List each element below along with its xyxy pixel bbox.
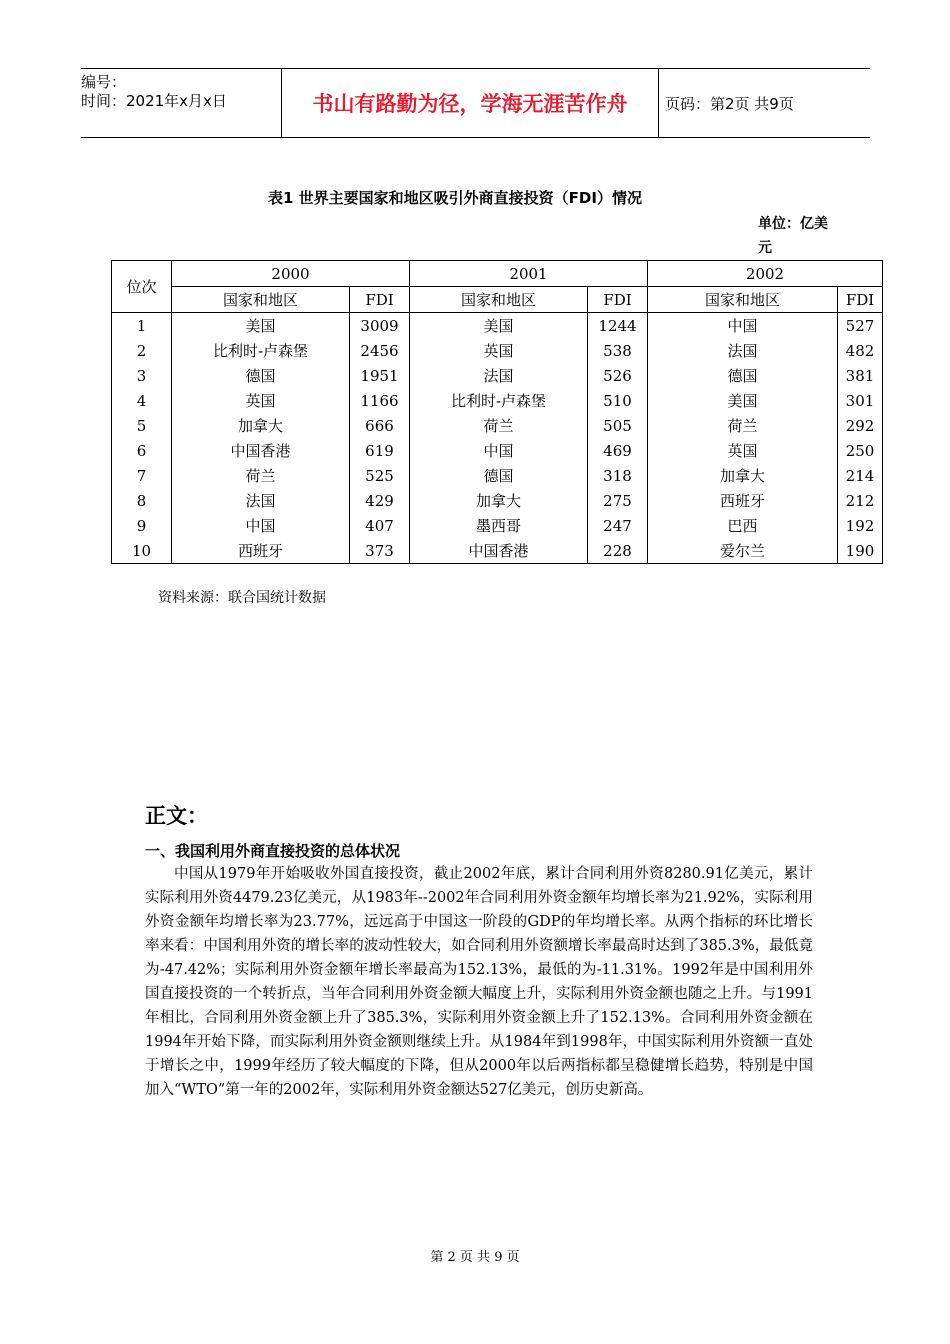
- region-cell: 墨西哥: [410, 513, 588, 538]
- fdi-header: FDI: [838, 287, 883, 313]
- region-cell: 德国: [648, 363, 838, 388]
- table-title: 表1 世界主要国家和地区吸引外商直接投资（FDI）情况: [268, 189, 642, 207]
- fdi-cell: 212: [838, 488, 883, 513]
- rank-cell: 8: [112, 488, 172, 513]
- header-page-label: 页码：第2页 共9页: [665, 94, 794, 113]
- page-header: [81, 68, 870, 138]
- table-source: 资料来源：联合国统计数据: [158, 590, 326, 606]
- region-cell: 中国: [410, 438, 588, 463]
- rank-cell: 3: [112, 363, 172, 388]
- fdi-cell: 373: [350, 538, 410, 564]
- fdi-cell: 619: [350, 438, 410, 463]
- fdi-cell: 666: [350, 413, 410, 438]
- region-cell: 西班牙: [172, 538, 350, 564]
- rank-cell: 7: [112, 463, 172, 488]
- fdi-cell: 1166: [350, 388, 410, 413]
- region-cell: 英国: [172, 388, 350, 413]
- table-row: [112, 513, 883, 538]
- fdi-cell: 275: [588, 488, 648, 513]
- fdi-cell: 505: [588, 413, 648, 438]
- fdi-cell: 192: [838, 513, 883, 538]
- region-cell: 比利时-卢森堡: [410, 388, 588, 413]
- table-unit: 单位：亿美元: [758, 216, 828, 256]
- region-cell: 荷兰: [648, 413, 838, 438]
- fdi-cell: 381: [838, 363, 883, 388]
- region-cell: 加拿大: [648, 463, 838, 488]
- rank-cell: 4: [112, 388, 172, 413]
- region-cell: 法国: [648, 338, 838, 363]
- fdi-cell: 3009: [350, 313, 410, 339]
- region-cell: 美国: [172, 313, 350, 339]
- fdi-cell: 301: [838, 388, 883, 413]
- region-cell: 德国: [172, 363, 350, 388]
- region-cell: 西班牙: [648, 488, 838, 513]
- region-header: 国家和地区: [172, 287, 350, 313]
- rank-cell: 2: [112, 338, 172, 363]
- fdi-cell: 250: [838, 438, 883, 463]
- fdi-cell: 526: [588, 363, 648, 388]
- rank-cell: 9: [112, 513, 172, 538]
- rank-cell: 10: [112, 538, 172, 564]
- section-title: 一、我国利用外商直接投资的总体状况: [145, 842, 401, 860]
- fdi-cell: 247: [588, 513, 648, 538]
- fdi-table: [111, 260, 883, 564]
- region-cell: 中国香港: [172, 438, 350, 463]
- table-row: [112, 413, 883, 438]
- fdi-cell: 429: [350, 488, 410, 513]
- region-cell: 法国: [172, 488, 350, 513]
- region-cell: 爱尔兰: [648, 538, 838, 564]
- region-cell: 英国: [648, 438, 838, 463]
- table-row: [112, 338, 883, 363]
- rank-cell: 5: [112, 413, 172, 438]
- header-meta: [81, 69, 281, 137]
- table-row: [112, 363, 883, 388]
- table-row: [112, 388, 883, 413]
- region-cell: 中国: [172, 513, 350, 538]
- body-paragraph: 中国从1979年开始吸收外国直接投资，截止2002年底，累计合同利用外资8280.91亿美元，累计实际利用外资4479.23亿美元，从1983年--2002年合同利用外资金额年均增长率为21.92%，实际利用外资金额年均增长率为23.77%，远远高于中国这一阶段的GDP的年均增长率。从两个指标的环比增长率来看：中国利用外资的增长率的波动性较大，如合同利用外资额增长率最高时达到了385.3%，最低竟为-47.42%；实际利用外资金额年增长率最高为152.13%，最低的为-11.31%。1992年是中国利用外国直接投资的一个转折点，当年合同利用外资金额大幅度上升，实际利用外资金额也随之上升。与1991年相比，合同利用外资金额上升了385.3%，实际利用外资金额上升了152.13%。合同利用外资金额在1994年开始下降，而实际利用外资金额则继续上升。从1984年到1998年，中国实际利用外资额一直处于增长之中，1999年经历了较大幅度的下降，但从2000年以后两指标都呈稳健增长趋势，特别是中国加入“WTO”第一年的2002年，实际利用外资金额达527亿美元，创历史新高。: [145, 866, 813, 1098]
- region-cell: 比利时-卢森堡: [172, 338, 350, 363]
- fdi-cell: 510: [588, 388, 648, 413]
- region-cell: 中国: [648, 313, 838, 339]
- region-cell: 加拿大: [410, 488, 588, 513]
- fdi-cell: 1951: [350, 363, 410, 388]
- year-header-2002: 2002: [648, 261, 883, 287]
- fdi-cell: 525: [350, 463, 410, 488]
- region-cell: 美国: [410, 313, 588, 339]
- region-cell: 荷兰: [410, 413, 588, 438]
- table-row: [112, 438, 883, 463]
- region-cell: 美国: [648, 388, 838, 413]
- body-heading: 正文：: [145, 804, 208, 828]
- region-cell: 荷兰: [172, 463, 350, 488]
- region-header: 国家和地区: [648, 287, 838, 313]
- fdi-cell: 1244: [588, 313, 648, 339]
- region-cell: 英国: [410, 338, 588, 363]
- table-row: [112, 488, 883, 513]
- fdi-cell: 214: [838, 463, 883, 488]
- region-cell: 加拿大: [172, 413, 350, 438]
- fdi-cell: 527: [838, 313, 883, 339]
- region-cell: 法国: [410, 363, 588, 388]
- rank-cell: 1: [112, 313, 172, 339]
- table-row: [112, 538, 883, 564]
- region-header: 国家和地区: [410, 287, 588, 313]
- fdi-cell: 228: [588, 538, 648, 564]
- fdi-cell: 538: [588, 338, 648, 363]
- fdi-header: FDI: [588, 287, 648, 313]
- region-cell: 中国香港: [410, 538, 588, 564]
- table-row: [112, 463, 883, 488]
- rank-cell: 6: [112, 438, 172, 463]
- rank-header: 位次: [112, 261, 172, 313]
- fdi-cell: 292: [838, 413, 883, 438]
- fdi-cell: 482: [838, 338, 883, 363]
- fdi-header: FDI: [350, 287, 410, 313]
- fdi-cell: 190: [838, 538, 883, 564]
- year-header-2000: 2000: [172, 261, 410, 287]
- header-motto: 书山有路勤为径，学海无涯苦作舟: [281, 69, 659, 137]
- page-footer: 第 2 页 共 9 页: [430, 1250, 520, 1265]
- document-number-label: 编号：: [81, 73, 127, 91]
- table-row: [112, 313, 883, 339]
- fdi-cell: 469: [588, 438, 648, 463]
- year-header-2001: 2001: [410, 261, 648, 287]
- fdi-cell: 407: [350, 513, 410, 538]
- fdi-cell: 318: [588, 463, 648, 488]
- region-cell: 德国: [410, 463, 588, 488]
- region-cell: 巴西: [648, 513, 838, 538]
- fdi-cell: 2456: [350, 338, 410, 363]
- document-time-label: 时间：2021年x月x日: [81, 92, 227, 110]
